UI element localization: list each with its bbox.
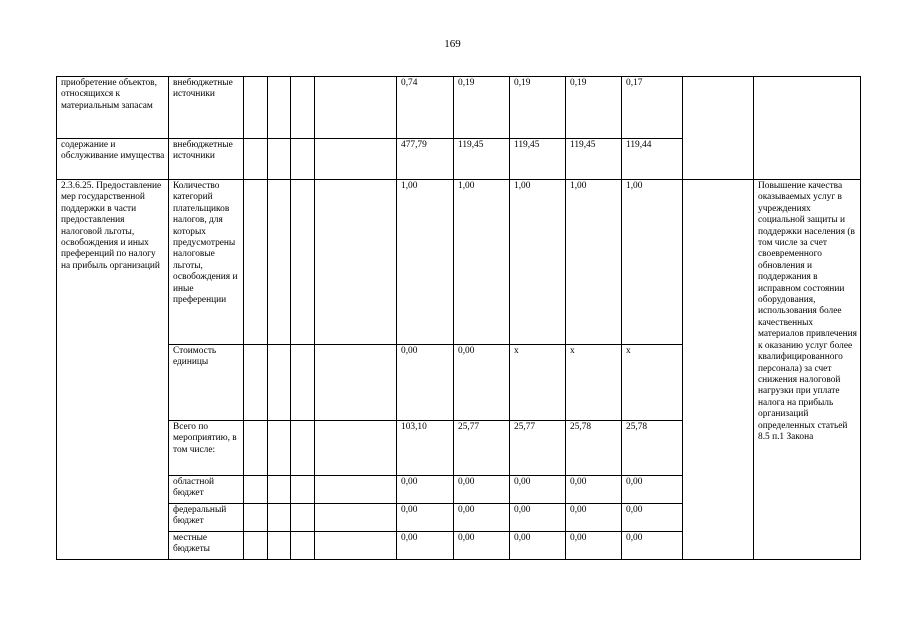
value-total: 1,00 (397, 180, 454, 345)
sub-label: Количество категорий плательщиков налогов, для которых предусмотрены налоговые льготы, освобождения и иные преференции (169, 180, 244, 345)
value-y2: 0,19 (510, 77, 566, 139)
value-y2: 0,00 (510, 476, 566, 504)
value-y3: 0,00 (566, 532, 622, 560)
value-y1: 0,19 (454, 77, 510, 139)
row-name: содержание и обслуживание имущества (57, 139, 169, 180)
value-y2: 0,00 (510, 532, 566, 560)
indicator-cell (683, 180, 754, 560)
value-y1: 0,00 (454, 504, 510, 532)
value-y3: 119,45 (566, 139, 622, 180)
value-y4: х (622, 345, 683, 421)
sub-label: областной бюджет (169, 476, 244, 504)
value-y3: 1,00 (566, 180, 622, 345)
sub-label: местные бюджеты (169, 532, 244, 560)
value-total: 477,79 (397, 139, 454, 180)
expected-result: Повышение качества оказываемых услуг в учреждениях социальной защиты и поддержки населения (в том числе за счет своевременного обновления и поддержания в исправном состоянии оборудования, использования более качественных материалов привлечения к оказанию услуг более квалифицированного персонала) за счет снижения налоговой нагрузки при уплате налога на прибыль организаций определенных статьей 8.5 п.1 Закона (754, 180, 861, 560)
value-y4: 0,00 (622, 532, 683, 560)
program-table (56, 76, 861, 560)
value-y4: 119,44 (622, 139, 683, 180)
funding-source: внебюджетные источники (169, 139, 244, 180)
value-y1: 119,45 (454, 139, 510, 180)
value-y4: 0,00 (622, 476, 683, 504)
value-y2: 25,77 (510, 421, 566, 476)
value-total: 0,74 (397, 77, 454, 139)
value-y3: 0,00 (566, 504, 622, 532)
value-y3: 0,19 (566, 77, 622, 139)
row-name: приобретение объектов, относящихся к материальным запасам (57, 77, 169, 139)
value-y2: 1,00 (510, 180, 566, 345)
value-y3: 25,78 (566, 421, 622, 476)
indicator-cell (683, 77, 754, 180)
value-y4: 0,00 (622, 504, 683, 532)
value-total: 0,00 (397, 476, 454, 504)
value-total: 103,10 (397, 421, 454, 476)
table-row (57, 77, 861, 139)
value-y4: 0,17 (622, 77, 683, 139)
value-y1: 1,00 (454, 180, 510, 345)
value-total: 0,00 (397, 532, 454, 560)
value-y3: 0,00 (566, 476, 622, 504)
result-cell (754, 77, 861, 180)
page-number: 169 (444, 38, 461, 50)
value-y1: 0,00 (454, 532, 510, 560)
value-y1: 25,77 (454, 421, 510, 476)
value-y1: 0,00 (454, 476, 510, 504)
value-total: 0,00 (397, 345, 454, 421)
value-y2: 119,45 (510, 139, 566, 180)
sub-label: Стоимость единицы (169, 345, 244, 421)
table-row (57, 180, 861, 345)
sub-label: федеральный бюджет (169, 504, 244, 532)
sub-label: Всего по мероприятию, в том числе: (169, 421, 244, 476)
value-y2: 0,00 (510, 504, 566, 532)
value-y1: 0,00 (454, 345, 510, 421)
value-y4: 1,00 (622, 180, 683, 345)
value-y2: х (510, 345, 566, 421)
value-total: 0,00 (397, 504, 454, 532)
value-y4: 25,78 (622, 421, 683, 476)
value-y3: х (566, 345, 622, 421)
measure-name: 2.3.6.25. Предоставление мер государственной поддержки в части предоставления налоговой льготы, освобождения и иных преференций по налогу на прибыль организаций (57, 180, 169, 560)
funding-source: внебюджетные источники (169, 77, 244, 139)
